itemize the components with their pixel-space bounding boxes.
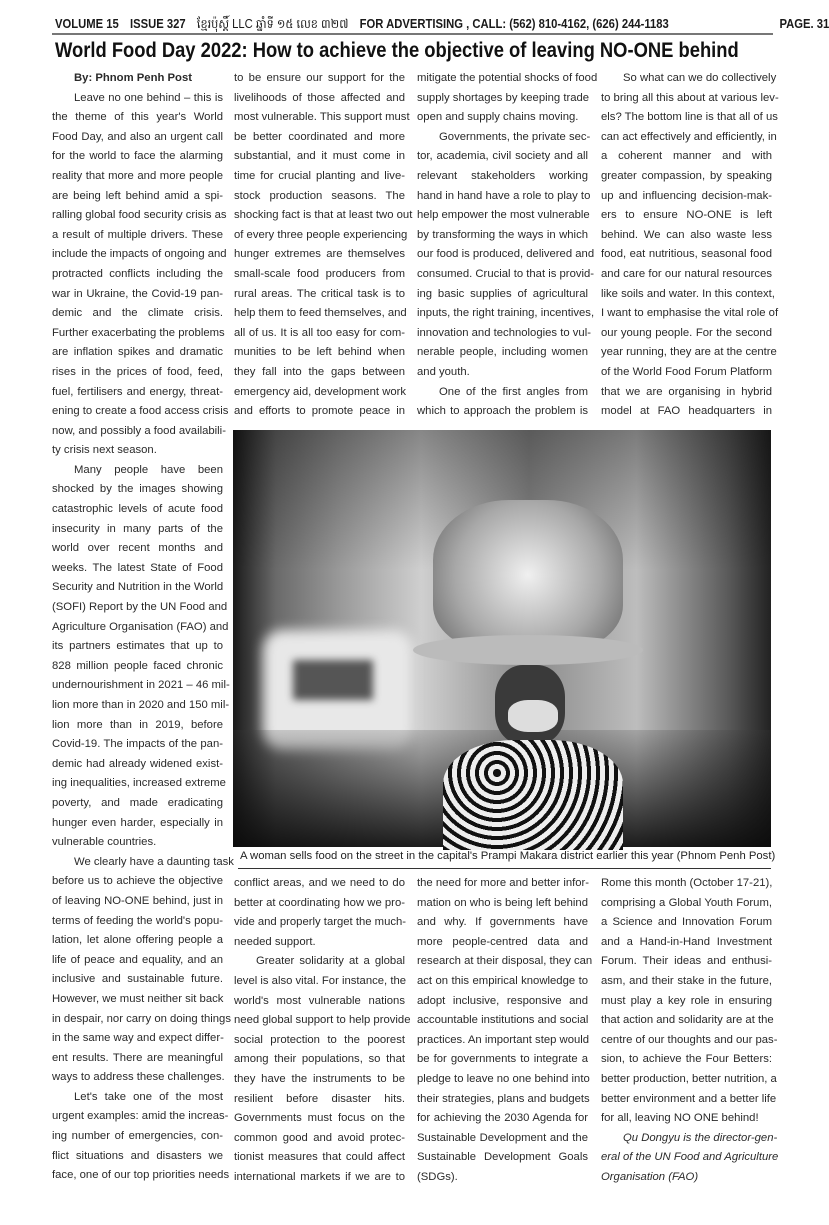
text-line: food, eat nutritious, seasonal food bbox=[601, 248, 772, 261]
text-line: which to approach the problem is bbox=[417, 405, 588, 418]
text-line: ty crisis next season. bbox=[52, 444, 157, 457]
text-line: resilient before disaster hits. bbox=[234, 1092, 405, 1105]
text-line: tionist measures that could affect bbox=[234, 1151, 405, 1164]
text-line: level is also vital. For instance, the bbox=[234, 974, 407, 987]
text-line: weeks. The latest State of Food bbox=[52, 561, 223, 574]
text-line: So what can we do collectively bbox=[623, 72, 777, 84]
text-line: of every three people experiencing bbox=[234, 228, 408, 241]
text-line: centre of our thoughts and our pas- bbox=[601, 1033, 778, 1046]
text-line: our food is produced, delivered and bbox=[417, 248, 595, 261]
header-divider bbox=[52, 33, 773, 35]
text-line: Food Day, and also an urgent call bbox=[52, 130, 223, 143]
text-line: Leave no one behind – this is bbox=[74, 91, 223, 104]
text-line: mitigate the potential shocks of food bbox=[417, 72, 598, 84]
text-line: hunger extremes are themselves bbox=[234, 248, 405, 261]
column-2-top bbox=[234, 69, 413, 422]
text-line: Governments must focus on the bbox=[234, 1112, 405, 1125]
column-1 bbox=[52, 69, 234, 1186]
text-line: I want to emphasise the vital role of bbox=[601, 307, 779, 320]
text-line: of the World Food Forum Platform bbox=[601, 365, 772, 378]
text-line: behind. We can also waste less bbox=[601, 228, 772, 241]
text-line: vulnerable countries. bbox=[52, 836, 157, 849]
text-line: practices. An important step would bbox=[417, 1033, 590, 1046]
text-line: Covid-19. The impacts of the pan- bbox=[52, 738, 223, 751]
text-line: help them to feed themselves, and bbox=[234, 307, 407, 320]
text-line: that action and solidarity are at the bbox=[601, 1014, 774, 1027]
text-line: rural areas. The critical task is to bbox=[234, 287, 405, 300]
text-line: a Science and Innovation Forum bbox=[601, 916, 772, 929]
khmer-masthead: ខ្មែរប៉ុស្តិ៍ LLC ឆ្នាំទី ១៥ លេខ ៣២៧ bbox=[196, 17, 349, 31]
text-line: ing number of emergencies, con- bbox=[52, 1130, 223, 1143]
text-line: (SOFI) Report by the UN Food and bbox=[52, 601, 228, 614]
text-line: like soils and water. In this context, bbox=[601, 287, 775, 300]
text-line: adopt inclusive, responsive and bbox=[417, 994, 588, 1007]
text-line: hunger even harder, especially in bbox=[52, 816, 223, 829]
text-line: By: Phnom Penh Post bbox=[74, 72, 192, 84]
text-line: and care for our natural resources bbox=[601, 267, 772, 280]
paragraph bbox=[52, 89, 229, 461]
paragraph bbox=[417, 128, 595, 383]
text-line: (SDGs). bbox=[417, 1170, 458, 1183]
text-line: sion, to achieve the Four Betters: bbox=[601, 1053, 772, 1066]
paragraph bbox=[52, 1088, 230, 1186]
column-3-bottom bbox=[417, 874, 593, 1188]
text-line: greater compassion, by speaking bbox=[601, 169, 772, 182]
text-line: must play a key role in ensuring bbox=[601, 994, 772, 1007]
column-4-top bbox=[601, 69, 779, 422]
text-line: help empower the most vulnerable bbox=[417, 209, 590, 222]
text-line: a result of multiple drivers. These bbox=[52, 228, 223, 241]
text-line: the need for more and better infor- bbox=[417, 877, 590, 889]
text-line: Qu Dongyu is the director-gen- bbox=[623, 1131, 778, 1144]
paragraph bbox=[417, 383, 588, 422]
text-line: most vulnerable. This support must bbox=[234, 111, 410, 124]
text-line: need global support to help provide bbox=[234, 1014, 411, 1027]
text-line: research at their disposal, they can bbox=[417, 955, 593, 968]
text-line: demic and the climate crisis. bbox=[52, 307, 223, 320]
text-line: Let's take one of the most bbox=[74, 1090, 223, 1103]
text-line: poverty, and made eradicating bbox=[52, 796, 223, 809]
text-line: mation on who is being left behind bbox=[417, 896, 588, 909]
text-line: be for governments to integrate a bbox=[417, 1053, 588, 1066]
page-number: PAGE. 31 bbox=[779, 17, 829, 31]
text-line: up and influencing decision-mak- bbox=[601, 189, 772, 202]
text-line: Organisation (FAO) bbox=[601, 1170, 699, 1183]
text-line: better at coordinating how we pro- bbox=[234, 896, 405, 909]
text-line: small-scale food producers from bbox=[234, 267, 405, 280]
text-line: nerable people, including women bbox=[417, 346, 588, 359]
text-line: Security and Nutrition in the World bbox=[52, 581, 224, 594]
text-line: better production, better nutrition, a bbox=[601, 1072, 777, 1085]
text-line: open and supply chains moving. bbox=[417, 111, 579, 124]
text-line: Further exacerbating the problems bbox=[52, 326, 225, 339]
column-4-bottom bbox=[601, 874, 779, 1188]
text-line: among their populations, so that bbox=[234, 1053, 405, 1066]
text-line: undernourishment in 2021 – 46 mil- bbox=[52, 679, 230, 692]
paragraph bbox=[52, 853, 234, 1088]
paragraph bbox=[234, 874, 405, 952]
issue-number: ISSUE 327 bbox=[130, 17, 186, 31]
column-2-bottom bbox=[234, 874, 411, 1188]
paragraph bbox=[601, 69, 779, 422]
text-line: pledge to leave no one behind into bbox=[417, 1072, 590, 1085]
text-line: world's most vulnerable nations bbox=[234, 994, 405, 1007]
text-line: to be ensure our support for the bbox=[234, 72, 405, 84]
text-line: needed support. bbox=[234, 935, 316, 948]
text-line: and youth. bbox=[417, 365, 470, 378]
text-line: all of us. It is all too easy for com- bbox=[234, 326, 405, 339]
caption-divider bbox=[238, 868, 771, 869]
text-line: munities to be left behind when bbox=[234, 346, 405, 359]
text-line: are being left behind amid a spi- bbox=[52, 189, 223, 202]
text-line: in the same way and expect differ- bbox=[52, 1032, 224, 1045]
text-line: better environment and a better life bbox=[601, 1092, 777, 1105]
text-line: reality that more and more people bbox=[52, 169, 223, 182]
text-line: ening to create a food access crisis bbox=[52, 405, 229, 418]
text-line: hand in hand have a role to play to bbox=[417, 189, 591, 202]
text-line: a coherent manner and with bbox=[601, 150, 772, 163]
author-note bbox=[601, 1129, 779, 1188]
text-line: ing basic supplies of agricultural bbox=[417, 287, 588, 300]
text-line: lion more than in 2019, before bbox=[52, 718, 223, 731]
text-line: However, we must neither sit back bbox=[52, 992, 224, 1005]
text-line: for achieving the 2030 Agenda for bbox=[417, 1112, 588, 1125]
text-line: Forum. Their ideas and enthusi- bbox=[601, 955, 772, 968]
text-line: model at FAO headquarters in bbox=[601, 405, 772, 418]
text-line: and why. If governments have bbox=[417, 916, 588, 929]
text-line: face, one of our top priorities needs bbox=[52, 1169, 230, 1182]
text-line: terms of feeding the world's popu- bbox=[52, 914, 223, 927]
text-line: inclusive and sustainable future. bbox=[52, 973, 223, 986]
text-line: conflict areas, and we need to do bbox=[234, 877, 405, 889]
text-line: flict situations and disasters we bbox=[52, 1149, 223, 1162]
text-line: its partners estimates that up to bbox=[52, 640, 223, 653]
text-line: accountable institutions and social bbox=[417, 1014, 589, 1027]
text-line: by transforming the ways in which bbox=[417, 228, 588, 241]
text-line: year running, they are at the centre bbox=[601, 346, 777, 359]
text-line: substantial, and it must come in bbox=[234, 150, 405, 163]
text-line: for all, leaving NO ONE behind! bbox=[601, 1112, 759, 1125]
text-line: rises in the prices of food, feed, bbox=[52, 365, 223, 378]
text-line: Agriculture Organisation (FAO) and bbox=[52, 620, 229, 633]
text-line: inputs, the right training, incentives, bbox=[417, 307, 595, 320]
text-line: Greater solidarity at a global bbox=[256, 955, 405, 968]
paragraph bbox=[52, 461, 230, 853]
article-title: World Food Day 2022: How to achieve the objective of leaving NO-ONE behind bbox=[55, 39, 739, 62]
text-line: eral of the UN Food and Agriculture bbox=[601, 1151, 779, 1164]
text-line: Sustainable Development Goals bbox=[417, 1151, 588, 1164]
text-line: comprising a Global Youth Forum, bbox=[601, 896, 772, 909]
text-line: social protection to the poorest bbox=[234, 1033, 405, 1046]
text-line: be better coordinated and more bbox=[234, 130, 405, 143]
text-line: war in Ukraine, the Covid-19 pan- bbox=[52, 287, 223, 300]
text-line: international markets if we are to bbox=[234, 1170, 405, 1183]
text-line: innovation and technologies to vul- bbox=[417, 326, 591, 339]
text-line: more people-centred data and bbox=[417, 935, 588, 948]
text-line: asm, and their stake in the future, bbox=[601, 974, 772, 987]
text-line: include the impacts of ongoing and bbox=[52, 248, 227, 261]
text-line: lation, let alone offering people a bbox=[52, 934, 223, 947]
text-line: and a Hand-in-Hand Investment bbox=[601, 935, 772, 948]
text-line: for the world to face the alarming bbox=[52, 150, 223, 163]
text-line: protracted conflicts including the bbox=[52, 267, 223, 280]
text-line: els? The bottom line is that all of us bbox=[601, 111, 778, 124]
text-line: ers to ensure NO-ONE is left bbox=[601, 209, 772, 222]
text-line: their strategies, plans and budgets bbox=[417, 1092, 590, 1105]
text-line: lion more than in 2020 and 150 mil- bbox=[52, 699, 230, 711]
text-line: tor, academia, civil society and all bbox=[417, 150, 588, 163]
text-line: We clearly have a daunting task bbox=[74, 855, 234, 868]
text-line: urgent examples: amid the increas- bbox=[52, 1110, 229, 1123]
text-line: consumed. Crucial to that is provid- bbox=[417, 267, 595, 280]
paragraph bbox=[234, 952, 411, 1187]
text-line: livelihoods of those affected and bbox=[234, 91, 405, 104]
paragraph bbox=[601, 874, 778, 1129]
text-line: time for crucial planting and live- bbox=[234, 169, 405, 182]
advertising-contact: FOR ADVERTISING , CALL: (562) 810-4162, (626) 244-1183 bbox=[359, 17, 669, 31]
text-line: they fall into the gaps between bbox=[234, 365, 405, 378]
text-line: now, and possibly a food availabili- bbox=[52, 424, 226, 437]
text-line: stock production seasons. The bbox=[234, 189, 405, 202]
text-line: ent results. There are meaningful bbox=[52, 1051, 223, 1064]
text-line: insecurity in many parts of the bbox=[52, 522, 223, 535]
paragraph bbox=[417, 874, 593, 1188]
text-line: ways to address these challenges. bbox=[52, 1071, 225, 1084]
text-line: shocked by the images showing bbox=[52, 483, 223, 496]
text-line: of leaving NO-ONE behind, just in bbox=[52, 894, 223, 907]
text-line: life of peace and equality, and an bbox=[52, 953, 223, 966]
text-line: One of the first angles from bbox=[439, 385, 588, 398]
text-line: can act effectively and efficiently, in bbox=[601, 130, 777, 143]
text-line: catastrophic levels of acute food bbox=[52, 503, 223, 516]
text-line: relevant stakeholders working bbox=[417, 169, 588, 182]
text-line: ing inequalities, increased extreme bbox=[52, 777, 226, 790]
text-line: Rome this month (October 17-21), bbox=[601, 877, 773, 889]
text-line: supply shortages by keeping trade bbox=[417, 91, 590, 104]
text-line: emergency aid, development work bbox=[234, 385, 407, 398]
text-line: in despair, nor carry on doing things bbox=[52, 1012, 231, 1025]
text-line: ralling global food security crisis as bbox=[52, 209, 227, 222]
text-line: 828 million people faced chronic bbox=[52, 659, 223, 672]
text-line: Governments, the private sec- bbox=[439, 130, 591, 143]
text-line: shocking fact is that at least two out bbox=[234, 209, 413, 222]
text-line: they have the instruments to be bbox=[234, 1072, 405, 1085]
text-line: fuel, fertilisers and energy, threat- bbox=[52, 385, 223, 398]
text-line: act on this empirical knowledge to bbox=[417, 974, 588, 987]
text-line: Sustainable Development and the bbox=[417, 1131, 588, 1144]
paragraph bbox=[234, 69, 413, 422]
text-line: vide and properly target the much- bbox=[234, 916, 407, 929]
text-line: are inflation spikes and dramatic bbox=[52, 346, 223, 359]
text-line: world over recent months and bbox=[52, 542, 223, 555]
text-line: our young people. For the second bbox=[601, 326, 772, 339]
volume-number: VOLUME 15 bbox=[55, 17, 119, 31]
text-line: demic had already widened exist- bbox=[52, 757, 223, 770]
text-line: to bring all this about at various lev- bbox=[601, 91, 779, 104]
photo-caption: A woman sells food on the street in the capital's Prampi Makara district earlier this year (Phnom Penh Post) bbox=[240, 850, 776, 862]
paragraph bbox=[417, 69, 598, 128]
text-line: before us to achieve the objective bbox=[52, 875, 223, 888]
text-line: the theme of this year's World bbox=[52, 111, 223, 124]
byline bbox=[52, 69, 223, 89]
text-line: common good and avoid protec- bbox=[234, 1131, 405, 1144]
article-photo bbox=[233, 430, 771, 847]
column-3-top bbox=[417, 69, 598, 422]
text-line: and efforts to promote peace in bbox=[234, 405, 405, 418]
text-line: Many people have been bbox=[74, 463, 223, 476]
text-line: that we are organising in hybrid bbox=[601, 385, 772, 398]
